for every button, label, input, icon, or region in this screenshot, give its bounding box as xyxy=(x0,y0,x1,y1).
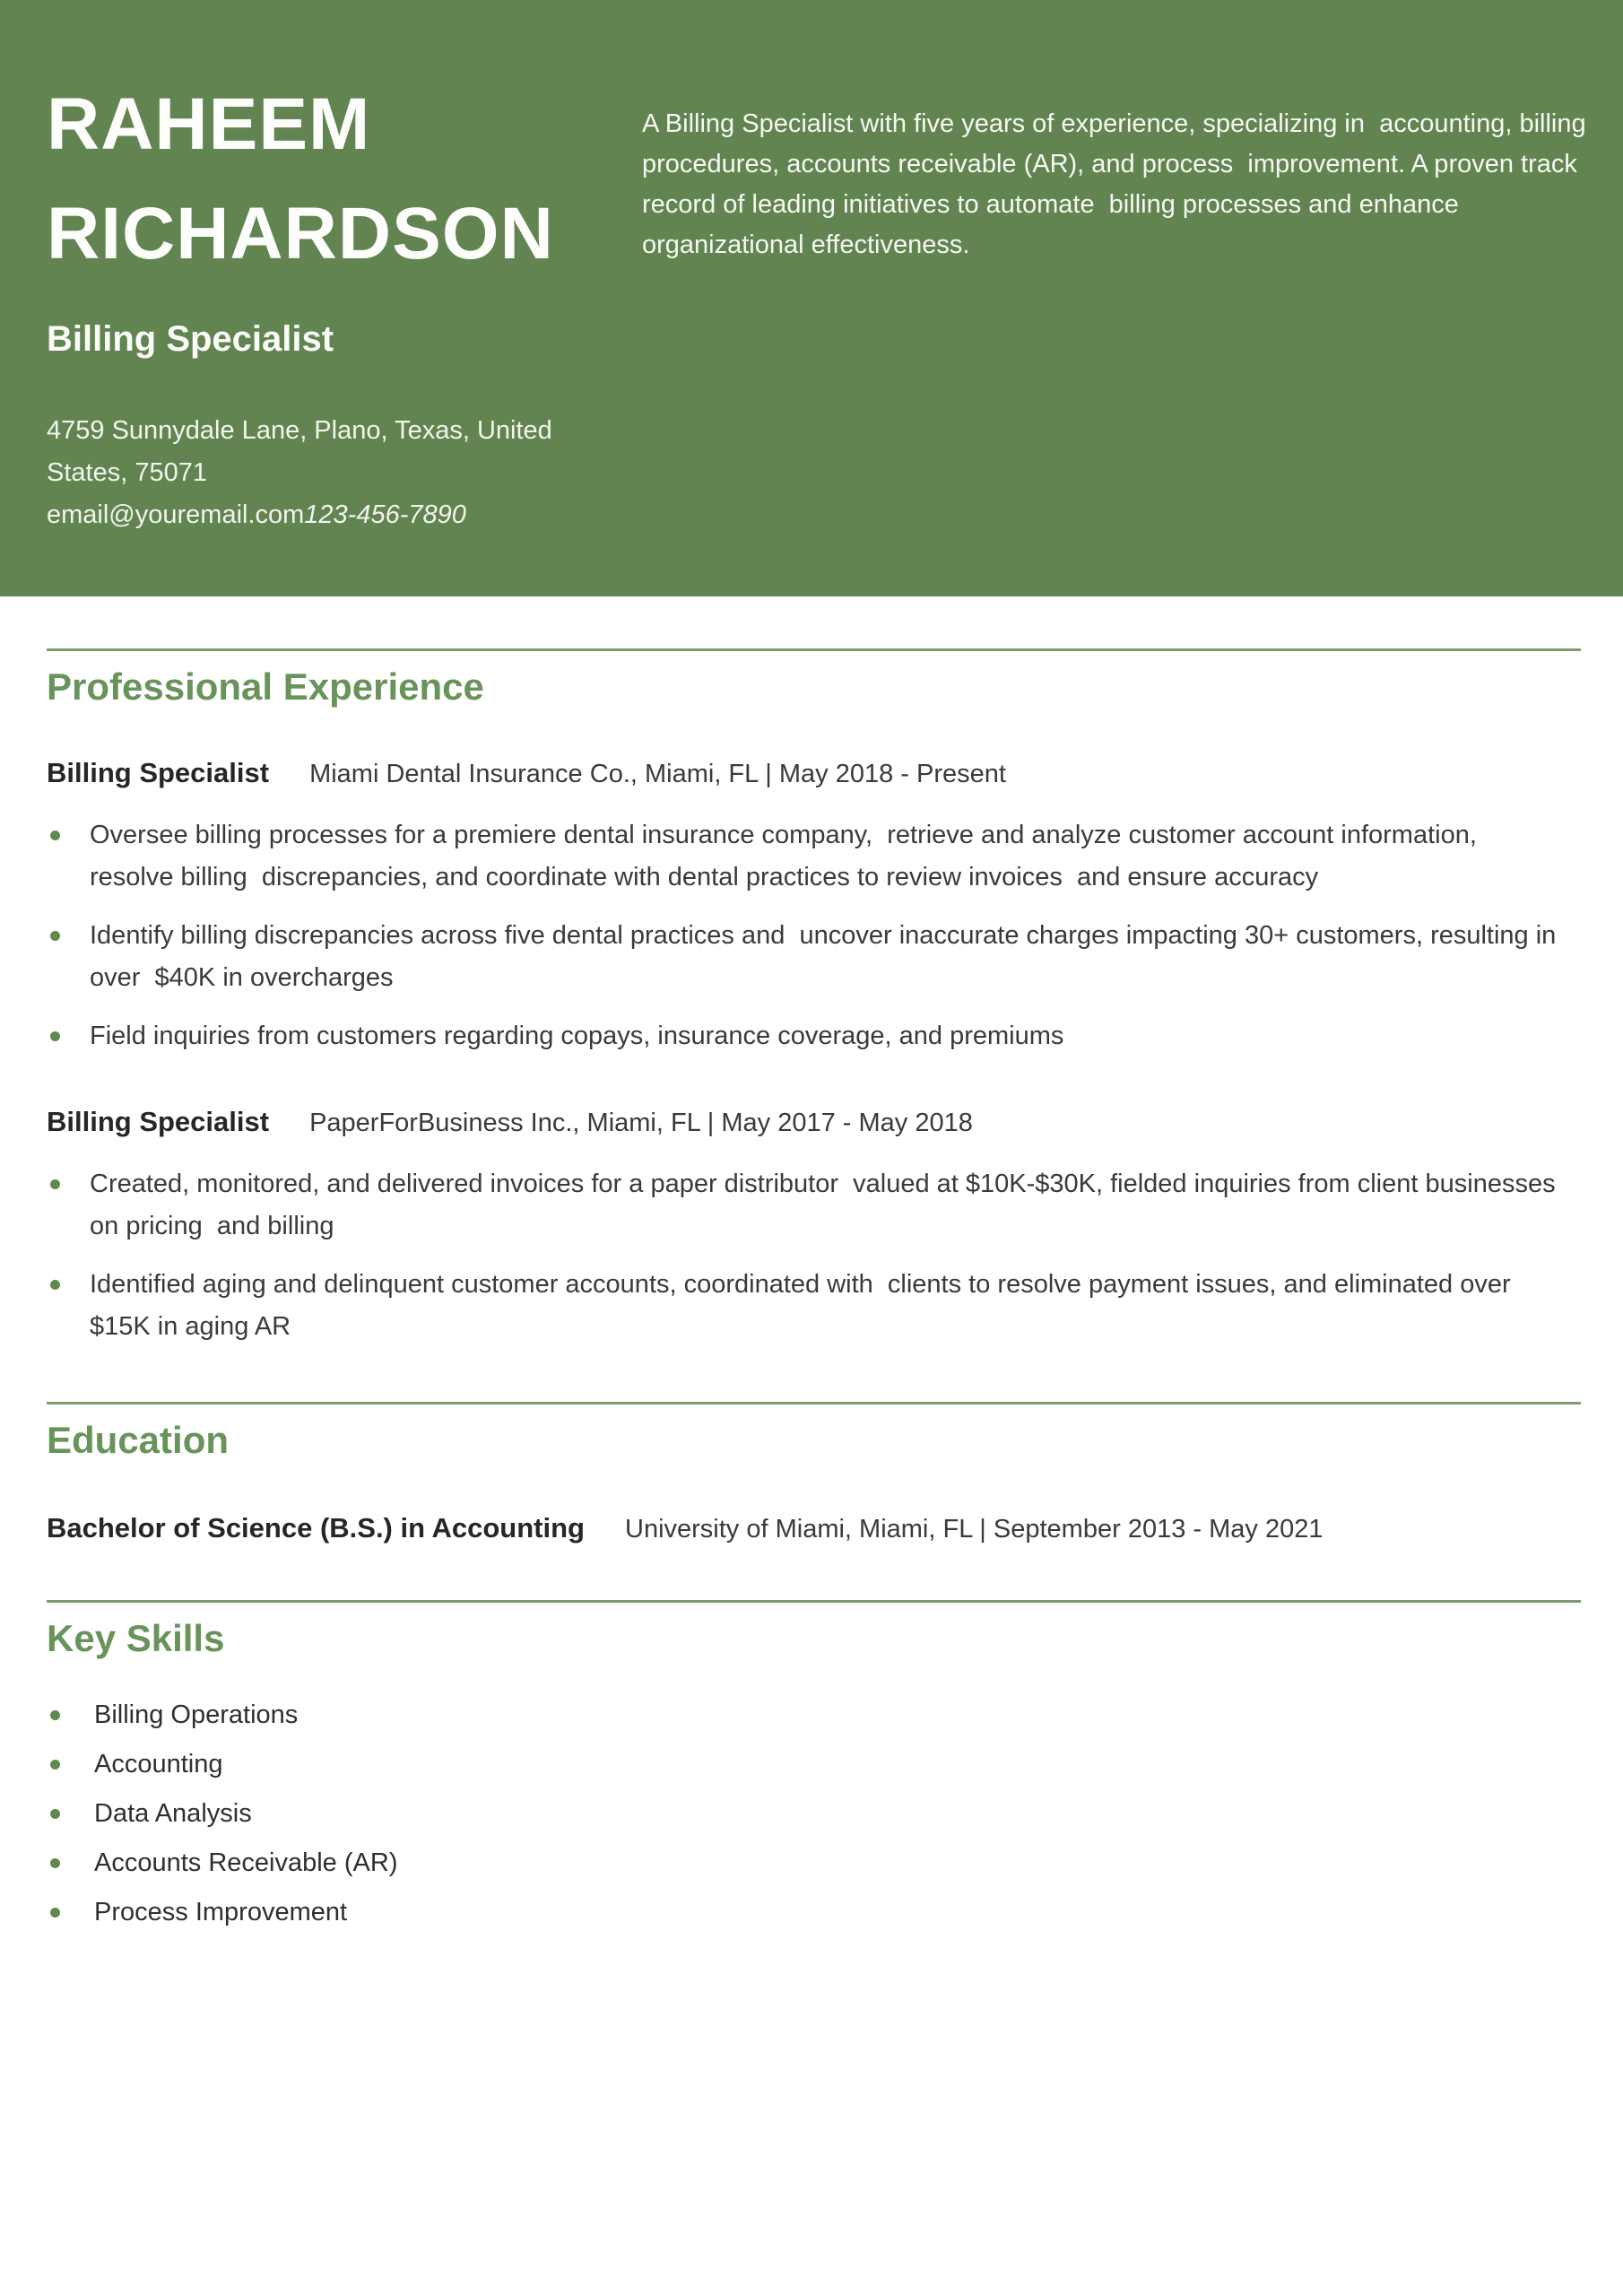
section-divider-education xyxy=(47,1402,1581,1405)
header-left-column xyxy=(47,70,629,536)
job-title: Billing Specialist xyxy=(47,1106,270,1137)
job-entry-2 xyxy=(47,1106,1581,1348)
skill-item: Process Improvement xyxy=(94,1892,1581,1934)
contact-address-line-2: States, 75071 xyxy=(47,458,207,487)
skill-item: Accounting xyxy=(94,1744,1581,1786)
section-divider-skills xyxy=(47,1600,1581,1603)
job-bullet: Created, monitored, and delivered invoices for a paper distributor valued at $10K-$30K, fielded inquiries from client businesses on pricing and billing xyxy=(90,1163,1560,1248)
skill-item: Data Analysis xyxy=(94,1793,1581,1835)
job-bullet-list xyxy=(47,1163,1581,1348)
job-company-dates: PaperForBusiness Inc., Miami, FL | May 2017 - May 2018 xyxy=(309,1109,973,1137)
job-header xyxy=(47,1106,1581,1138)
section-heading-experience: Professional Experience xyxy=(47,665,484,708)
job-bullet: Oversee billing processes for a premiere dental insurance company, retrieve and analyze customer account information, resolve billing discrepancies, and coordinate with dental practices to review invoices and ensure accuracy xyxy=(90,814,1560,899)
job-title: Billing Specialist xyxy=(47,757,270,788)
job-bullet: Field inquiries from customers regarding copays, insurance coverage, and premiums xyxy=(90,1015,1560,1057)
section-divider-experience xyxy=(47,648,1581,651)
contact-address-line-1: 4759 Sunnydale Lane, Plano, Texas, United xyxy=(47,416,552,445)
contact-phone: 123-456-7890 xyxy=(304,500,466,529)
degree-school-dates: University of Miami, Miami, FL | September 2013 - May 2021 xyxy=(625,1515,1324,1544)
job-company-dates: Miami Dental Insurance Co., Miami, FL | May 2018 - Present xyxy=(309,760,1006,788)
resume-body xyxy=(0,648,1623,1934)
degree-title: Bachelor of Science (B.S.) in Accounting xyxy=(47,1512,585,1544)
candidate-name: RAHEEM RICHARDSON xyxy=(47,83,554,274)
contact-email-phone-line xyxy=(47,494,629,536)
education-entry xyxy=(47,1512,1581,1544)
contact-email: email@youremail.com xyxy=(47,500,305,529)
section-heading-skills: Key Skills xyxy=(47,1617,225,1659)
header-band xyxy=(0,0,1623,596)
job-bullet-list xyxy=(47,814,1581,1057)
skill-item: Billing Operations xyxy=(94,1694,1581,1736)
professional-summary: A Billing Specialist with five years of experience, specializing in accounting, billing procedures, accounts receivable (AR), and process improvement. A proven track record of leading initiatives to automate billing processes and enhance organizational effectiveness. xyxy=(642,109,1593,259)
skills-list xyxy=(47,1694,1581,1934)
contact-block xyxy=(47,410,629,536)
job-entry-1 xyxy=(47,757,1581,1057)
job-bullet: Identify billing discrepancies across five dental practices and uncover inaccurate charges impacting 30+ customers, resulting in over $40K in overcharges xyxy=(90,915,1560,999)
job-header xyxy=(47,757,1581,789)
section-heading-education: Education xyxy=(47,1419,230,1461)
skill-item: Accounts Receivable (AR) xyxy=(94,1842,1581,1884)
job-bullet: Identified aging and delinquent customer accounts, coordinated with clients to resolve payment issues, and eliminated over $15K in aging AR xyxy=(90,1264,1560,1348)
candidate-job-title: Billing Specialist xyxy=(47,319,334,359)
